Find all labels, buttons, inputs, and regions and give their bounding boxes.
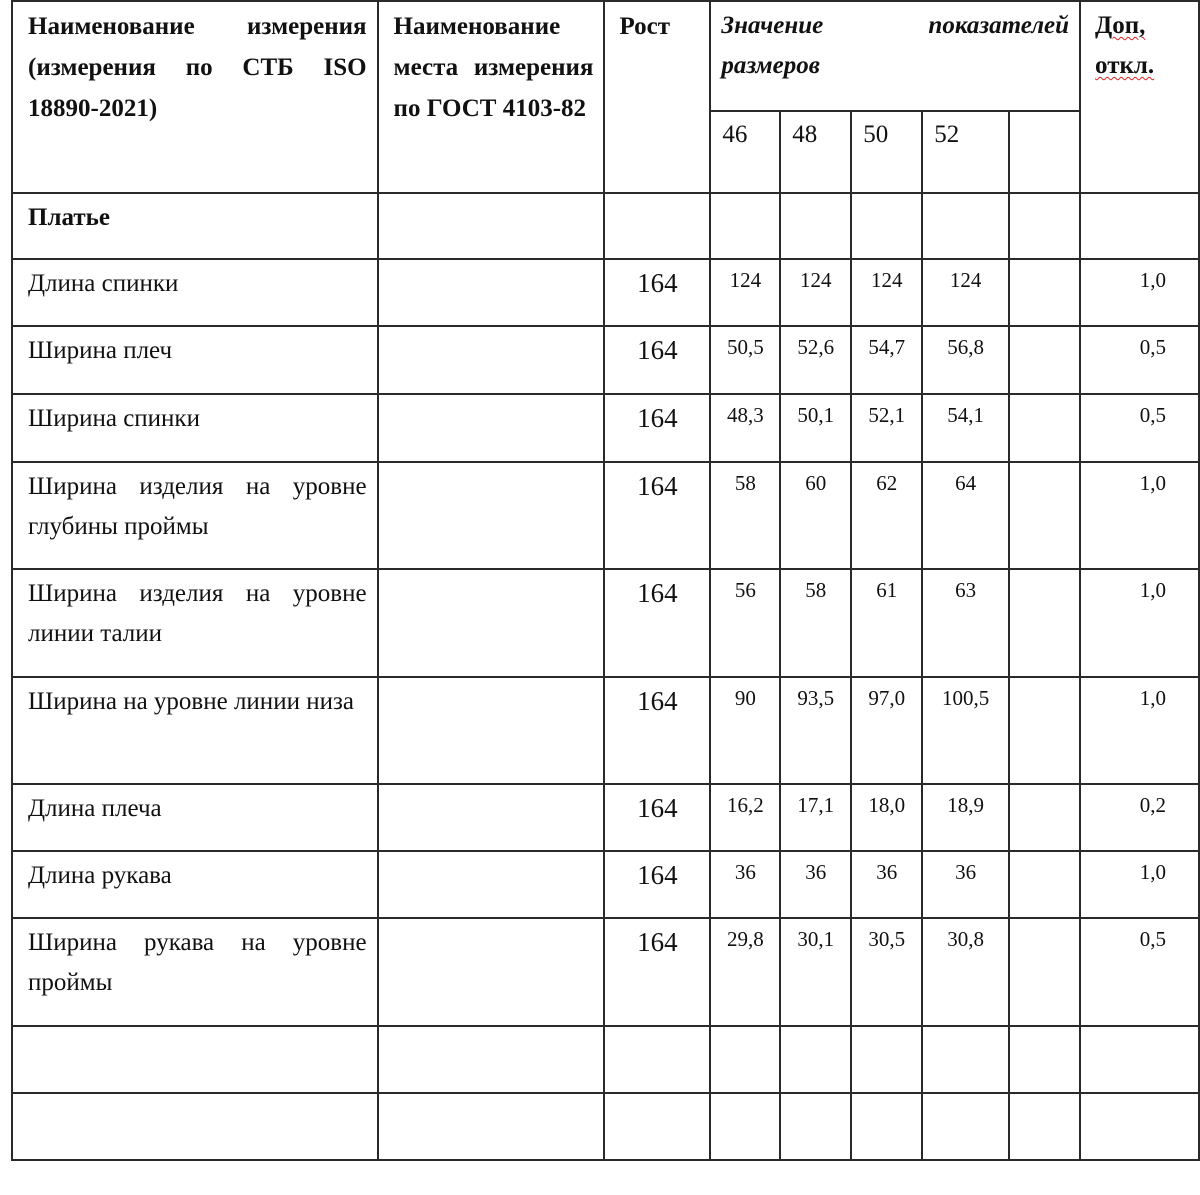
empty-cell (851, 1026, 922, 1093)
size-value (1009, 394, 1080, 462)
header-measurement-name: Наименование измерения (измерения по СТБ ISO 18890-2021) (12, 1, 378, 193)
size-value: 124 (922, 259, 1009, 326)
empty-cell (604, 193, 710, 259)
table-row (12, 462, 1199, 569)
empty-cell (922, 1093, 1009, 1160)
tolerance-value: 0,5 (1080, 394, 1199, 462)
empty-cell (922, 193, 1009, 259)
empty-cell (12, 1026, 378, 1093)
size-header-48: 48 (780, 111, 851, 193)
empty-cell (378, 193, 605, 259)
size-value: 61 (851, 569, 922, 677)
measurement-place (378, 851, 605, 918)
size-value: 50,1 (780, 394, 851, 462)
header-tolerance-line2: откл. (1095, 52, 1155, 79)
empty-row (12, 1093, 1199, 1160)
header-place-name: Наименование места измерения по ГОСТ 4103-82 (378, 1, 605, 193)
tolerance-value: 1,0 (1080, 259, 1199, 326)
empty-cell (780, 1026, 851, 1093)
size-value: 36 (922, 851, 1009, 918)
size-value (1009, 259, 1080, 326)
height-value: 164 (604, 784, 710, 851)
empty-cell (1080, 1093, 1199, 1160)
header-size-values-word3: размеров (721, 52, 820, 79)
empty-cell (710, 193, 780, 259)
measurement-name: Ширина изделия на уровне линии талии (12, 569, 378, 677)
empty-cell (378, 1026, 605, 1093)
size-value (1009, 918, 1080, 1026)
measurement-place (378, 259, 605, 326)
measurement-place (378, 918, 605, 1026)
empty-cell (378, 1093, 605, 1160)
measurement-place (378, 677, 605, 784)
size-value: 56 (710, 569, 780, 677)
measurement-name: Ширина изделия на уровне глубины проймы (12, 462, 378, 569)
table-row (12, 394, 1199, 462)
size-value (1009, 784, 1080, 851)
size-value: 50,5 (710, 326, 780, 394)
size-value: 17,1 (780, 784, 851, 851)
measurement-name: Ширина спинки (12, 394, 378, 462)
empty-cell (1080, 1026, 1199, 1093)
empty-cell (1009, 193, 1080, 259)
table-row (12, 918, 1199, 1026)
header-size-values (710, 1, 1080, 111)
size-value: 36 (780, 851, 851, 918)
measurement-place (378, 462, 605, 569)
size-value (1009, 326, 1080, 394)
empty-cell (780, 193, 851, 259)
measurement-name: Ширина плеч (12, 326, 378, 394)
size-value: 18,0 (851, 784, 922, 851)
size-value: 124 (710, 259, 780, 326)
size-value: 30,1 (780, 918, 851, 1026)
size-value: 52,6 (780, 326, 851, 394)
size-chart-table (11, 0, 1200, 1161)
height-value: 164 (604, 677, 710, 784)
header-tolerance (1080, 1, 1199, 193)
empty-cell (12, 1093, 378, 1160)
table-row (12, 784, 1199, 851)
empty-cell (922, 1026, 1009, 1093)
height-value: 164 (604, 394, 710, 462)
empty-cell (780, 1093, 851, 1160)
height-value: 164 (604, 259, 710, 326)
size-value: 36 (851, 851, 922, 918)
size-value: 100,5 (922, 677, 1009, 784)
measurement-name: Длина рукава (12, 851, 378, 918)
table-row (12, 326, 1199, 394)
empty-cell (1009, 1026, 1080, 1093)
size-value: 54,1 (922, 394, 1009, 462)
height-value: 164 (604, 462, 710, 569)
table-row (12, 851, 1199, 918)
height-value: 164 (604, 918, 710, 1026)
tolerance-value: 0,5 (1080, 918, 1199, 1026)
tolerance-value: 0,2 (1080, 784, 1199, 851)
size-value: 56,8 (922, 326, 1009, 394)
measurement-place (378, 569, 605, 677)
size-value: 97,0 (851, 677, 922, 784)
size-value: 54,7 (851, 326, 922, 394)
measurement-name: Длина спинки (12, 259, 378, 326)
measurement-name: Длина плеча (12, 784, 378, 851)
size-value: 36 (710, 851, 780, 918)
header-height: Рост (604, 1, 710, 193)
size-header-52: 52 (922, 111, 1009, 193)
measurement-name: Ширина рукава на уровне проймы (12, 918, 378, 1026)
header-tolerance-line1: Доп, (1095, 12, 1146, 39)
size-value: 48,3 (710, 394, 780, 462)
measurement-place (378, 394, 605, 462)
tolerance-value: 1,0 (1080, 462, 1199, 569)
size-value: 63 (922, 569, 1009, 677)
table-row (12, 259, 1199, 326)
height-value: 164 (604, 569, 710, 677)
size-value (1009, 569, 1080, 677)
size-header-50: 50 (851, 111, 922, 193)
size-value (1009, 851, 1080, 918)
size-value: 30,5 (851, 918, 922, 1026)
size-value: 18,9 (922, 784, 1009, 851)
measurement-place (378, 784, 605, 851)
size-value (1009, 462, 1080, 569)
empty-cell (851, 193, 922, 259)
size-value: 62 (851, 462, 922, 569)
size-value: 58 (780, 569, 851, 677)
size-value: 124 (851, 259, 922, 326)
size-header-empty (1009, 111, 1080, 193)
empty-cell (604, 1093, 710, 1160)
size-value: 52,1 (851, 394, 922, 462)
section-title: Платье (12, 193, 378, 259)
empty-cell (1009, 1093, 1080, 1160)
table-row (12, 677, 1199, 784)
empty-row (12, 1026, 1199, 1093)
size-value: 30,8 (922, 918, 1009, 1026)
tolerance-value: 1,0 (1080, 677, 1199, 784)
size-header-46: 46 (710, 111, 780, 193)
empty-cell (710, 1026, 780, 1093)
header-size-values-word2: показателей (928, 12, 1070, 39)
size-value: 58 (710, 462, 780, 569)
empty-cell (710, 1093, 780, 1160)
tolerance-value: 0,5 (1080, 326, 1199, 394)
measurement-place (378, 326, 605, 394)
empty-cell (851, 1093, 922, 1160)
header-size-values-word1: Значение (721, 12, 824, 39)
tolerance-value: 1,0 (1080, 569, 1199, 677)
size-value: 124 (780, 259, 851, 326)
size-value: 16,2 (710, 784, 780, 851)
table-row (12, 569, 1199, 677)
size-value (1009, 677, 1080, 784)
size-value: 60 (780, 462, 851, 569)
empty-cell (1080, 193, 1199, 259)
size-value: 64 (922, 462, 1009, 569)
tolerance-value: 1,0 (1080, 851, 1199, 918)
size-value: 29,8 (710, 918, 780, 1026)
empty-cell (604, 1026, 710, 1093)
height-value: 164 (604, 326, 710, 394)
height-value: 164 (604, 851, 710, 918)
size-value: 90 (710, 677, 780, 784)
measurement-name: Ширина на уровне линии низа (12, 677, 378, 784)
size-value: 93,5 (780, 677, 851, 784)
